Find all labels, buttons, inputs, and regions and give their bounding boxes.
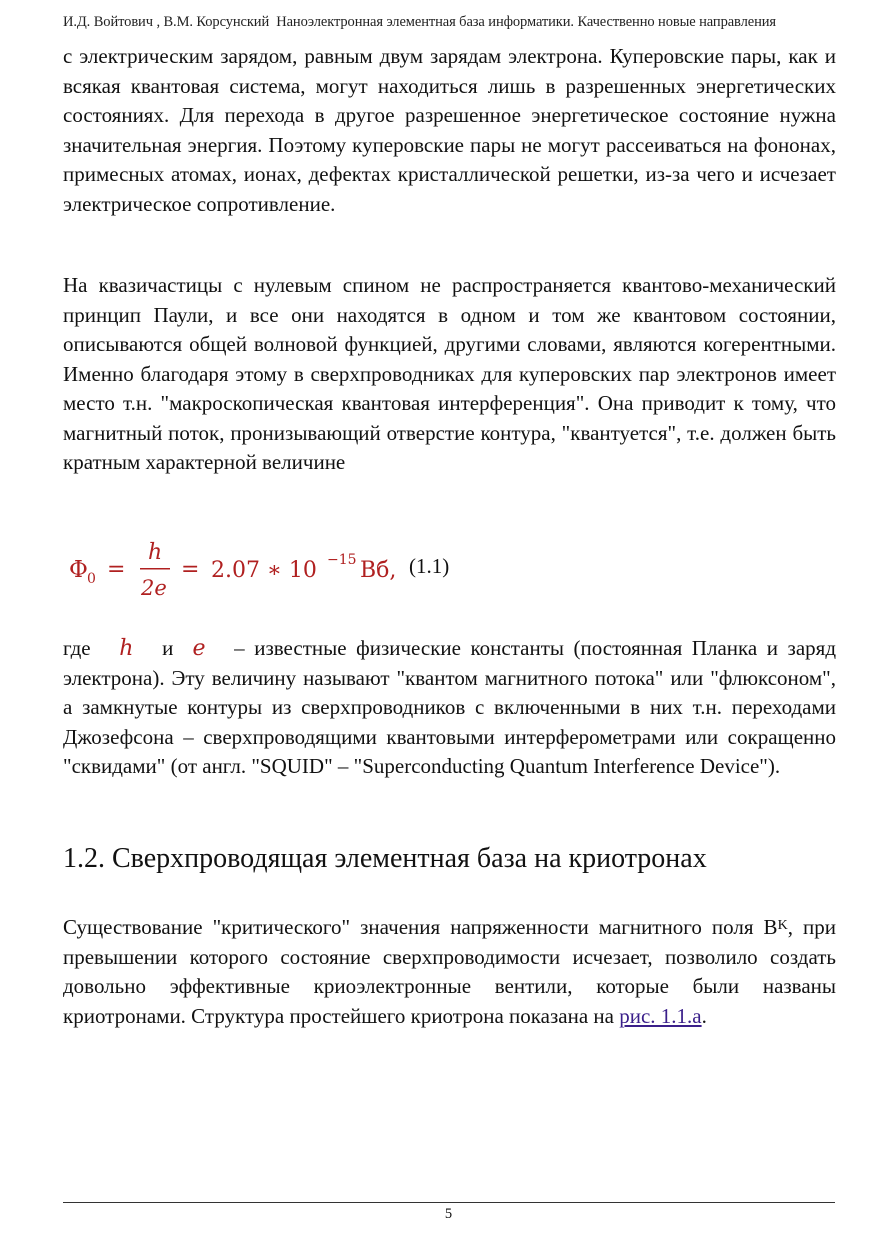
header-authors: И.Д. Войтович , В.М. Корсунский [63, 14, 270, 30]
section-heading: 1.2. Сверхпроводящая элементная база на криотронах [63, 843, 707, 874]
formula-denominator: 2e [141, 576, 167, 600]
formula-eq2: = [181, 557, 200, 582]
figure-link[interactable]: рис. 1.1.а [619, 1003, 702, 1028]
formula-value: 2.07 ∗ 10 [211, 558, 317, 583]
formula-lhs: Φ [69, 557, 88, 583]
page-number: 5 [444, 1206, 453, 1222]
flux-quantum-formula [63, 536, 463, 606]
paragraph-5 [63, 913, 836, 1031]
p3-word-and: и [162, 636, 174, 660]
formula-exponent: −15 [327, 552, 357, 568]
paragraph-2: На квазичастицы с нулевым спином не распространяется квантово-механический принцип Паули, и все они находятся в одном и том же квантовом состоянии, описываются общей волновой функцией, другими словами, являются когерентными. Именно благодаря этому в сверхпроводниках для куперовских пар электронов имеет место т.н. "макроскопическая квантовая интерференция". Она приводит к тому, что магнитный поток, пронизывающий отверстие контура, "квантуется", т.е. должен быть кратным характерной величине [63, 273, 836, 474]
electron-charge-symbol: e [192, 636, 206, 661]
p5-text-3: . [701, 1003, 707, 1028]
formula-eq1: = [107, 557, 126, 582]
formula-numerator: h [148, 540, 163, 565]
p5-text-2: , при превышении которого состояние сверхпроводимости исчезает, позволило создать довольно эффективные криоэлектронные вентили, которые были названы криотронами. Структура простейшего криотрона показана на [63, 915, 836, 1028]
paragraph-3 [63, 634, 836, 782]
p5-text-1: Существование "критического" значения напряженности магнитного поля B [63, 915, 778, 939]
formula-lhs-sub: 0 [87, 571, 96, 587]
header-title: Наноэлектронная элементная база информатики. Качественно новые направления [276, 14, 776, 30]
p3-word-where: где [63, 636, 91, 660]
footer-rule [63, 1202, 835, 1203]
paragraph-1: с электрическим зарядом, равным двум зарядам электрона. Куперовские пары, как и всякая квантовая система, могут находиться лишь в разрешенных энергетических состояниях. Для перехода в другое разрешенное энергетическое состояние нужна значительная энергия. Поэтому куперовские пары не могут рассеиваться на фононах, примесных атомах, ионах, дефектах кристаллической решетки, из-за чего и исчезает электрическое сопротивление. [63, 44, 836, 216]
equation-number: (1.1) [409, 554, 450, 578]
planck-symbol: h [119, 636, 134, 661]
running-header [63, 14, 835, 31]
formula-unit: Вб, [360, 558, 397, 583]
fraction-bar [140, 568, 170, 570]
p3-rest: – известные физические константы (постоянная Планка и заряд электрона). Эту величину называют "квантом магнитного потока" или "флюксоном", а замкнутые контуры из сверхпроводников с включенными в них т.н. переходами Джозефсона – сверхпроводящими квантовыми интерферометрами или сокращенно "сквидами" (от англ. "SQUID" – "Superconducting Quantum Interference Device"). [63, 636, 837, 778]
bk-superscript: K [777, 918, 788, 933]
